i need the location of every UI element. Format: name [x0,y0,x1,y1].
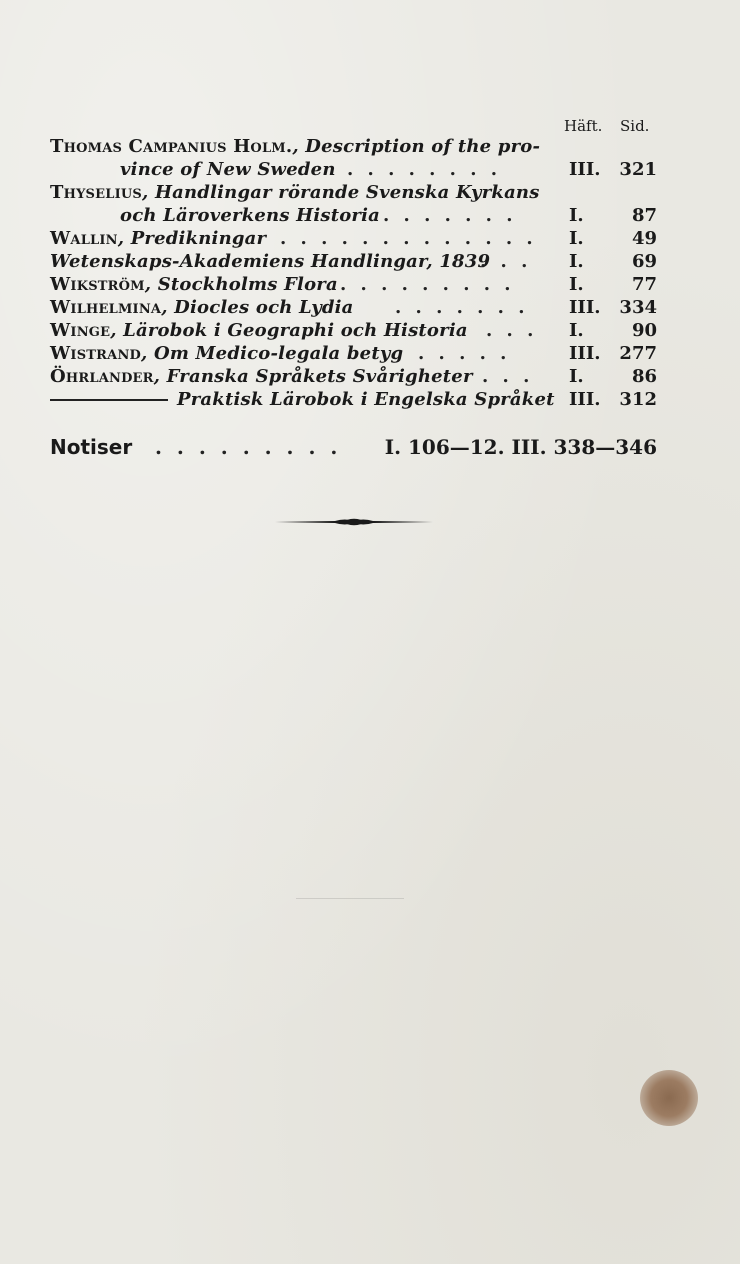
entry-author: Winge [50,320,111,341]
leader-dots: . . . . . . . . . [340,274,515,295]
entry-volume: III. [569,343,601,364]
notiser-references: I. 106—12. III. 338—346 [384,435,657,459]
index-entry-wetenskaps-akademien [50,251,660,273]
leader-dots: . . . . . . . . [347,159,501,180]
entry-author: Wallin [50,228,118,249]
entry-title: Diocles och Lydia [174,297,354,318]
entry-title: Om Medico-legala betyg [153,343,404,364]
entry-author: Thyselius [50,182,143,203]
show-through-rule [296,898,404,899]
index-entry-thyselius-line2 [50,205,660,227]
entry-volume: I. [569,205,584,226]
ditto-rule [50,399,168,401]
show-through-text [50,535,660,855]
entry-page: 277 [619,343,657,364]
leader-dots: . . . [480,251,532,272]
entry-title: Wetenskaps-Akademiens Handlingar, 1839 [50,251,491,272]
leader-dots: . . . . . . . . . . . . . [280,228,537,249]
entry-page: 321 [619,159,657,180]
leader-dots: . . . . . . . [395,297,529,318]
entry-title: Praktisk Lärobok i Engelska Språket [177,389,555,410]
index-entry-winge: Winge, Lärobok i Geographi och Historia . . . I. 90 [50,320,657,341]
decorative-rule-ornament [275,515,433,529]
entry-volume: III. [569,159,601,180]
entry-volume: I. [569,228,584,249]
entry-page: 87 [631,205,657,226]
entry-author: Wikström [50,274,145,295]
entry-title: vince of New Sweden [120,159,336,180]
entry-title: Franska Språkets Svårigheter [166,366,473,387]
leader-dots: . . . [486,320,538,341]
leader-dots: . . . . . . . [383,205,517,226]
index-entry-thyselius-line1: Thyselius, Handlingar rörande Svenska Kyrkans [50,182,540,203]
index-entry-wikstrom: Wikström, Stockholms Flora . . . . . . . . . I. 77 [50,274,657,295]
entry-volume: I. [569,366,584,387]
index-entry-ohrlander: Öhrlander, Franska Språkets Svårigheter . . . I. 86 [50,366,657,387]
entry-title: och Läroverkens Historia [120,205,381,226]
column-header-haft: Häft. [564,117,603,135]
entry-page: 77 [631,274,657,295]
entry-volume: I. [569,274,584,295]
entry-volume: I. [569,251,584,272]
leader-dots: . . . . . . . . . [155,435,342,459]
entry-title: Predikningar [130,228,267,249]
leader-dots: . . . [482,366,534,387]
index-entry-campanius-line1: Thomas Campanius Holm., Description of the pro- [50,136,541,157]
entry-volume: I. [569,320,584,341]
entry-volume: III. [569,389,601,410]
entry-page: 49 [631,228,657,249]
index-entry-campanius-line2 [50,159,660,181]
entry-title: Handlingar rörande Svenska Kyrkans [154,182,540,203]
entry-page: 90 [631,320,657,341]
index-entry-wilhelmina: Wilhelmina, Diocles och Lydia . . . . . . . III. 334 [50,297,657,318]
notiser-entry [50,434,660,460]
entry-page: 69 [631,251,657,272]
entry-page: 312 [619,389,657,410]
entry-title: Stockholms Flora [157,274,338,295]
notiser-label: Notiser [50,435,133,459]
entry-title: Lärobok i Geographi och Historia [123,320,468,341]
entry-author: Öhrlander [50,366,154,387]
entry-page: 334 [619,297,657,318]
foxing-stain [640,1070,698,1126]
index-entry-wallin: Wallin, Predikningar . . . . . . . . . . . . . I. 49 [50,228,657,249]
entry-author: Thomas Campanius Holm. [50,136,293,157]
entry-author: Wistrand [50,343,142,364]
index-entry-ohrlander-continued [50,389,660,411]
entry-volume: III. [569,297,601,318]
entry-title: Description of the pro- [305,136,541,157]
entry-page: 86 [631,366,657,387]
leader-dots: . . . . . [418,343,511,364]
entry-author: Wilhelmina [50,297,162,318]
column-header-sid: Sid. [620,117,650,135]
index-entry-wistrand: Wistrand, Om Medico-legala betyg . . . . . III. 277 [50,343,657,364]
